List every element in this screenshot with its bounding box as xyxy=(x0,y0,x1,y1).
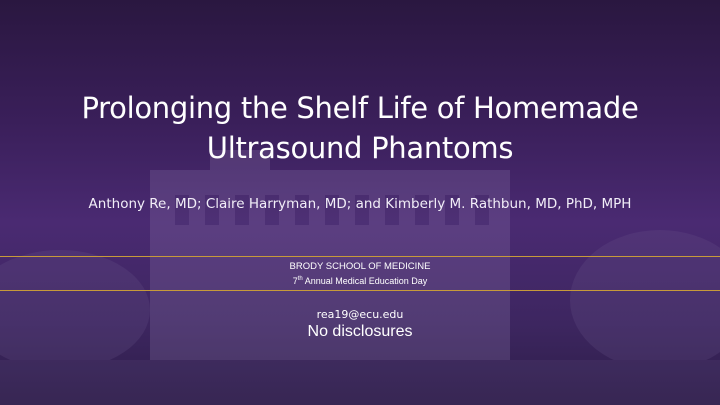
title-line-2: Ultrasound Phantoms xyxy=(206,131,514,165)
event-name xyxy=(0,276,720,286)
event-rest: Annual Medical Education Day xyxy=(302,276,428,286)
school-name: BRODY SCHOOL OF MEDICINE xyxy=(289,261,431,272)
title-line-1: Prolonging the Shelf Life of Homemade xyxy=(81,91,639,125)
slide-title xyxy=(0,88,720,168)
divider-bottom xyxy=(0,290,720,291)
divider-top xyxy=(0,256,720,257)
contact-email: rea19@ecu.edu xyxy=(316,308,404,321)
disclosures-note: No disclosures xyxy=(307,323,413,340)
event-ordinal-suffix: th xyxy=(297,276,303,282)
event-ordinal: 7 xyxy=(292,276,298,286)
authors-line: Anthony Re, MD; Claire Harryman, MD; and Kimberly M. Rathbun, MD, PhD, MPH xyxy=(88,196,632,212)
